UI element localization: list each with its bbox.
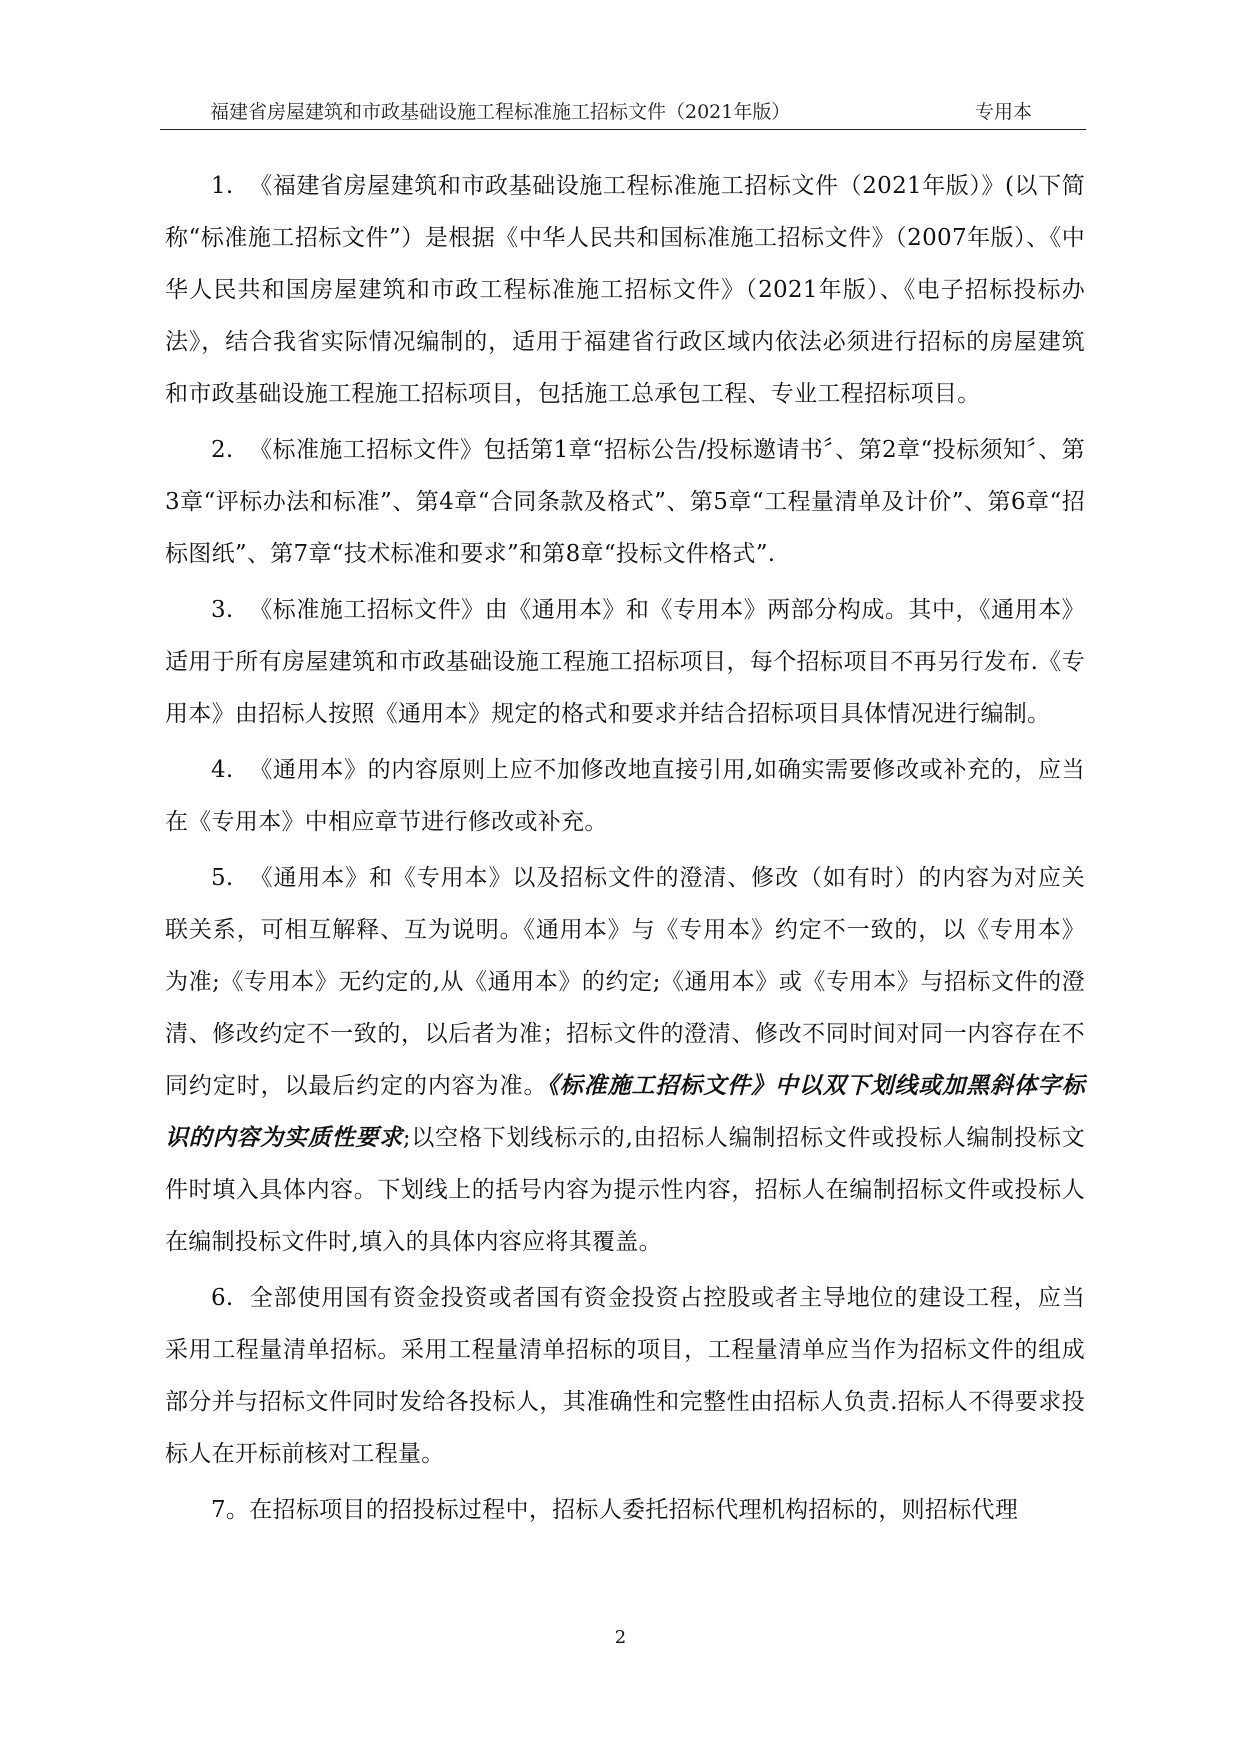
- paragraph-2: [165, 424, 1085, 580]
- paragraph-text: 《通用本》和《专用本》以及招标文件的澄清、修改（如有时）的内容为对应关联关系，可相互解释、互为说明。《通用本》与《专用本》约定不一致的，以《专用本》为准;《专用本》无约定的,从《通用本》的约定;《通用本》或《专用本》与招标文件的澄清、修改约定不一致的，以后者为准；招标文件的澄清、修改不同时间对同一内容存在不同约定时，以最后约定的内容为准。: [165, 865, 1085, 1099]
- page-header: [160, 98, 1086, 126]
- paragraph-number: 2.: [211, 437, 234, 463]
- paragraph-number: 4.: [211, 757, 234, 783]
- paragraph-number: 7。: [211, 1497, 250, 1523]
- document-title: 福建省房屋建筑和市政基础设施工程标准施工招标文件（2021年版）: [210, 101, 791, 123]
- paragraph-text: 《福建省房屋建筑和市政基础设施工程标准施工招标文件（2021年版）》(以下简称“标准施工招标文件”）是根据《中华人民共和国标准施工招标文件》（2007年版）、《中华人民共和国房屋建筑和市政工程标准施工招标文件》（2021年版）、《电子招标投标办法》，结合我省实际情况编制的，适用于福建省行政区域内依法必须进行招标的房屋建筑和市政基础设施工程施工招标项目，包括施工总承包工程、专业工程招标项目。: [165, 173, 1085, 407]
- paragraph-3: [165, 584, 1085, 740]
- paragraph-text: ;以空格下划线标示的,由招标人编制招标文件或投标人编制投标文件时填入具体内容。下划线上的括号内容为提示性内容，招标人在编制招标文件或投标人在编制投标文件时,填入的具体内容应将其覆盖。: [165, 1125, 1086, 1255]
- paragraph-number: 3.: [211, 597, 234, 623]
- paragraph-text: 在招标项目的招投标过程中，招标人委托招标代理机构招标的，则招标代理: [249, 1497, 1019, 1523]
- substantive-requirement-text: 《标准施工招标文件》中以双下划线或加黑斜体字标识的内容为实质性要求: [165, 1072, 1085, 1151]
- paragraph-4: [165, 744, 1085, 848]
- paragraph-1: [165, 160, 1085, 420]
- page-number: 2: [614, 1627, 627, 1648]
- header-divider: [160, 129, 1086, 130]
- paragraph-number: 5.: [211, 865, 234, 891]
- paragraph-5: [165, 852, 1085, 1268]
- paragraph-text: 全部使用国有资金投资或者国有资金投资占控股或者主导地位的建设工程，应当采用工程量清单招标。采用工程量清单招标的项目，工程量清单应当作为招标文件的组成部分并与招标文件同时发给各投标人，其准确性和完整性由招标人负责.招标人不得要求投标人在开标前核对工程量。: [165, 1285, 1085, 1467]
- paragraph-text: 《标准施工招标文件》包括第1章“招标公告/投标邀请书〞、第2章“投标须知〞、第3章“评标办法和标准”、第4章“合同条款及格式”、第5章“工程量清单及计价”、第6章“招标图纸”、第7章“技术标准和要求”和第8章“投标文件格式”.: [165, 437, 1085, 567]
- document-body: [165, 160, 1085, 1540]
- paragraph-6: [165, 1272, 1085, 1480]
- paragraph-7: [165, 1484, 1085, 1536]
- paragraph-number: 1.: [211, 173, 234, 199]
- paragraph-text: 《通用本》的内容原则上应不加修改地直接引用,如确实需要修改或补充的，应当在《专用本》中相应章节进行修改或补充。: [165, 757, 1085, 835]
- paragraph-number: 6.: [211, 1285, 234, 1311]
- paragraph-text: 《标准施工招标文件》由《通用本》和《专用本》两部分构成。其中，《通用本》适用于所有房屋建筑和市政基础设施工程施工招标项目，每个招标项目不再另行发布.《专用本》由招标人按照《通用本》规定的格式和要求并结合招标项目具体情况进行编制。: [165, 597, 1085, 727]
- section-label: 专用本: [975, 101, 1033, 123]
